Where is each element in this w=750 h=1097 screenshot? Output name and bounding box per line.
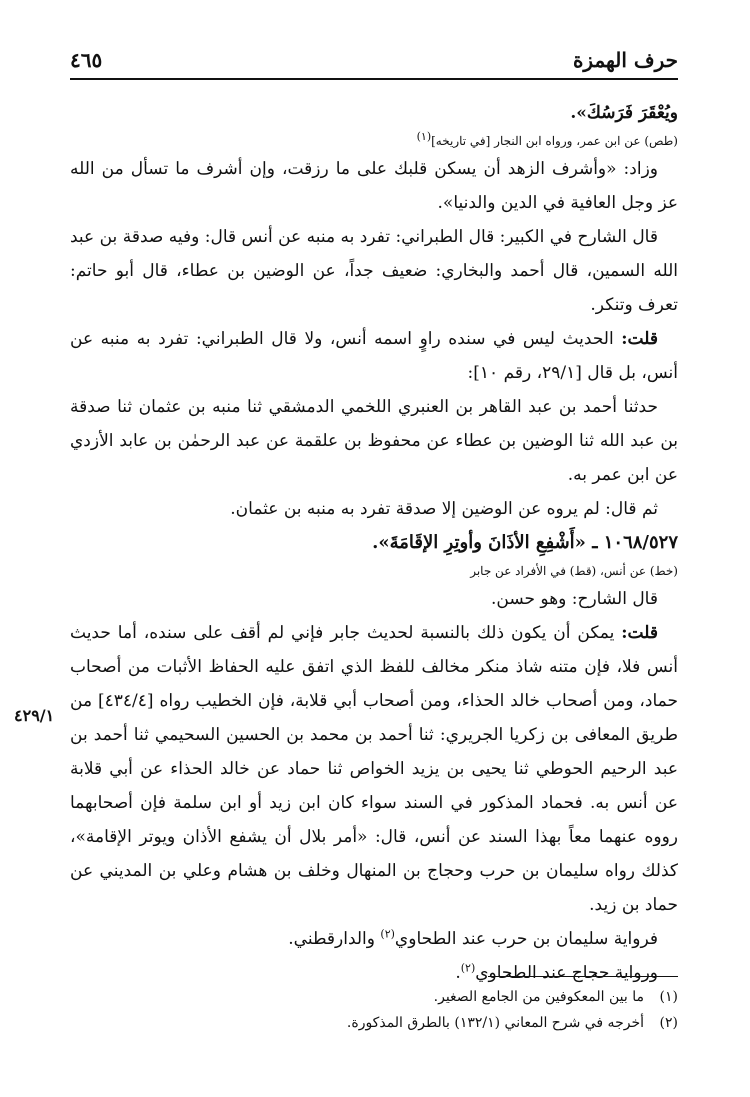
main-text [70, 96, 678, 990]
paragraph: ورواية حجاج عند الطحاوي$^{(٢)}$. [455, 961, 658, 983]
margin-reference: ٤٢٩/١ [14, 706, 55, 725]
footnote: (٢)أخرجه في شرح المعاني (١٣٢/١) بالطرق المذكورة. [346, 1015, 678, 1031]
hadith-source: (طص) عن ابن عمر، ورواه ابن النجار [في تاريخه](١) [416, 130, 678, 148]
footnote: (١)ما بين المعكوفين من الجامع الصغير. [433, 989, 678, 1005]
footnote-separator [488, 976, 678, 977]
running-title: حرف الهمزة [572, 48, 678, 72]
hadith-heading: ١٠٦٨/٥٢٧ ـ «أَشْفِعِ الأذَانَ وأوتِرِ الإقَامَةَ». [372, 532, 678, 553]
hadith-source: (خط) عن أنس، (قط) في الأفراد عن جابر [470, 564, 678, 578]
qultu-label: قلت: [621, 329, 659, 349]
paragraph: وزاد: «وأشرف الزهد أن يسكن قلبك على ما رزقت، وإن أشرف ما تسأل من الله عز وجل العافية في الدين والدنيا». [70, 159, 678, 213]
footnote-ref: (١) [416, 130, 432, 143]
paragraph: حدثنا أحمد بن عبد القاهر بن العنبري اللخمي الدمشقي ثنا منبه بن عثمان ثنا صدقة بن عبد الله ثنا الوضين بن عطاء عن محفوظ بن علقمة عن عبد الرحمٰن بن عابد الأزدي عن ابن عمر به. [70, 397, 678, 485]
footnotes [70, 984, 678, 1036]
footnote-ref: (٢) [460, 961, 476, 975]
paragraph: قلت: يمكن أن يكون ذلك بالنسبة لحديث جابر فإني لم أقف على سنده، أما حديث أنس فلا، فإن متنه شاذ منكر مخالف للفظ الذي اتفق عليه الحفاظ الأثبات من أصحاب حماد، ومن أصحاب خالد الحذاء، ومن أصحاب أبي قلابة، فإن الخطيب رواه [٤٣٤/٤] من طريق المعافى بن زكريا الجريري: ثنا أحمد بن محمد بن الحسين السحيمي ثنا أحمد بن عبد الرحيم الحوطي ثنا يحيى بن يزيد الخواص ثنا حماد عن خالد الحذاء عن أبي قلابة عن أنس به. فحماد المذكور في السند سواء كان ابن زيد أو ابن سلمة فإن أصحابهما رووه عنهما معاً بهذا السند عن أنس، قال: «أمر بلال أن يشفع الأذان ويوتر الإقامة»، كذلك رواه سليمان بن حرب وحجاج بن المنهال وخلف بن هشام وعلي بن المديني عن حماد بن زيد. [70, 623, 678, 915]
paragraph: قال الشارح: وهو حسن. [490, 589, 658, 609]
paragraph: قال الشارح في الكبير: قال الطبراني: تفرد به منبه عن أنس قال: وفيه صدقة بن عبد الله السمين، قال أحمد والبخاري: ضعيف جداً، عن الوضين بن عطاء، قال أبو حاتم: تعرف وتنكر. [70, 227, 678, 315]
paragraph: قلت: الحديث ليس في سنده راوٍ اسمه أنس، ولا قال الطبراني: تفرد به منبه عن أنس، بل قال [٢٩/١، رقم ١٠]: [70, 329, 678, 383]
page-number: ٤٦٥ [70, 48, 103, 72]
paragraph: ثم قال: لم يروه عن الوضين إلا صدقة تفرد به منبه بن عثمان. [230, 499, 658, 519]
hadith-ending: ويُعْقَرَ فَرَسُكَ». [570, 103, 678, 123]
page-header [70, 42, 678, 80]
paragraph: فرواية سليمان بن حرب عند الطحاوي$^{(٢)}$ والدارقطني. [288, 927, 658, 949]
footnote-ref: (٢) [380, 927, 395, 941]
qultu-label: قلت: [621, 623, 658, 643]
